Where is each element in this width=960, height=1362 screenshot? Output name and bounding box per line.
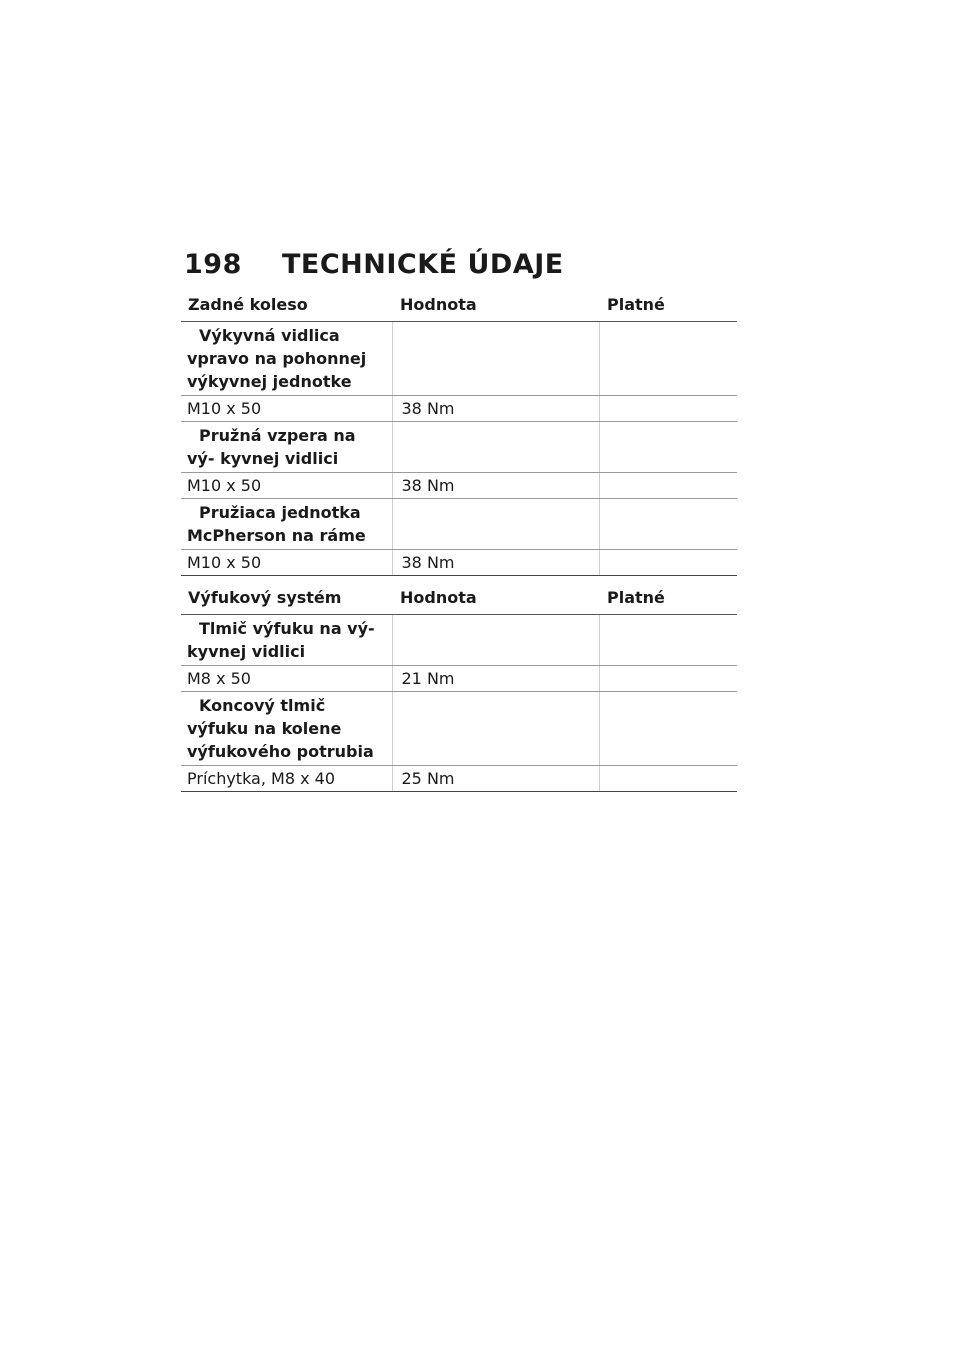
table-row: [181, 550, 737, 576]
torque-value: 38 Nm: [392, 550, 599, 576]
table-header-row: [181, 287, 737, 322]
column-header-value: Hodnota: [392, 580, 599, 615]
table-header-row: [181, 580, 737, 615]
page-header: [184, 244, 744, 284]
column-header-part: Zadné koleso: [181, 287, 392, 322]
empty-cell: [392, 692, 599, 766]
torque-value: 21 Nm: [392, 666, 599, 692]
empty-cell: [599, 422, 737, 473]
column-header-valid: Platné: [599, 580, 737, 615]
table-row: [181, 666, 737, 692]
section-title: TECHNICKÉ ÚDAJE: [282, 248, 564, 280]
table-row: [181, 473, 737, 499]
fastener-size: M8 x 50: [181, 666, 392, 692]
valid-cell: [599, 766, 737, 792]
valid-cell: [599, 550, 737, 576]
valid-cell: [599, 473, 737, 499]
table-row: [181, 422, 737, 473]
table-row: [181, 615, 737, 666]
rear-wheel-table: [181, 287, 737, 576]
empty-cell: [599, 692, 737, 766]
table-row: [181, 692, 737, 766]
column-header-valid: Platné: [599, 287, 737, 322]
fastener-size: Príchytka, M8 x 40: [181, 766, 392, 792]
item-label: Pružná vzpera na vý- kyvnej vidlici: [181, 422, 392, 473]
table-row: [181, 499, 737, 550]
torque-value: 38 Nm: [392, 473, 599, 499]
valid-cell: [599, 666, 737, 692]
torque-value: 38 Nm: [392, 396, 599, 422]
table-row: [181, 766, 737, 792]
torque-value: 25 Nm: [392, 766, 599, 792]
exhaust-system-table: [181, 580, 737, 792]
page-number: 198: [184, 248, 242, 280]
empty-cell: [599, 615, 737, 666]
item-label: Výkyvná vidlica vpravo na pohonnej výkyvnej jednotke: [181, 322, 392, 396]
table-row: [181, 396, 737, 422]
empty-cell: [392, 422, 599, 473]
item-label: Pružiaca jednotka McPherson na ráme: [181, 499, 392, 550]
column-header-part: Výfukový systém: [181, 580, 392, 615]
empty-cell: [599, 499, 737, 550]
item-label: Koncový tlmič výfuku na kolene výfukového potrubia: [181, 692, 392, 766]
empty-cell: [392, 615, 599, 666]
empty-cell: [392, 322, 599, 396]
column-header-value: Hodnota: [392, 287, 599, 322]
fastener-size: M10 x 50: [181, 473, 392, 499]
fastener-size: M10 x 50: [181, 550, 392, 576]
empty-cell: [392, 499, 599, 550]
table-row: [181, 322, 737, 396]
empty-cell: [599, 322, 737, 396]
fastener-size: M10 x 50: [181, 396, 392, 422]
item-label: Tlmič výfuku na vý- kyvnej vidlici: [181, 615, 392, 666]
valid-cell: [599, 396, 737, 422]
